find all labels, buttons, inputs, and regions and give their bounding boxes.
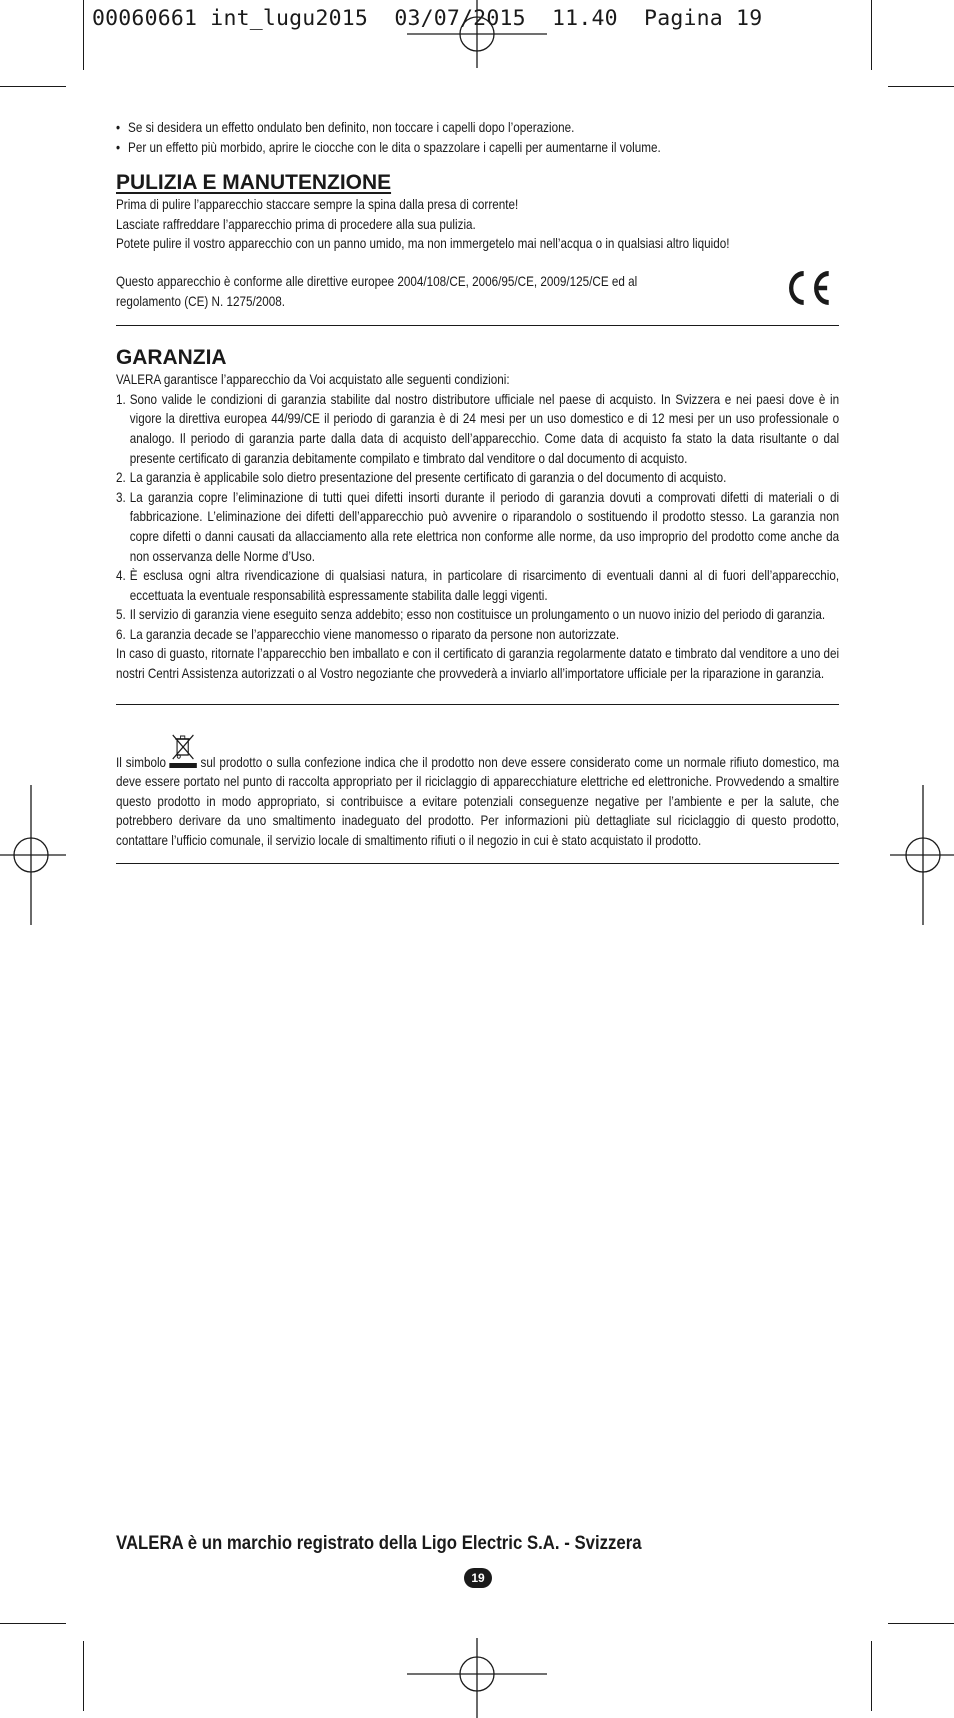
disposal-text: sul prodotto o sulla confezione indica che il prodotto non deve essere considerato come un normale rifiuto domestico, ma deve essere portato nel punto di raccolta appropriato per il riciclaggio di apparecchiature elettriche ed elettroniche. Provvedendo a smaltire questo prodotto in modo appropriato, si contribuisce a evitare potenziali conseguenze negative per l’ambiente e per la salute, che potrebbero derivare da uno smaltimento inadeguato del prodotto. Per informazioni più dettagliate sul riciclaggio di questo prodotto, contattare l’ufficio comunale, il servizio locale di smaltimento rifiuti o il negozio in cui è stato acquistato il prodotto. — [116, 754, 840, 849]
crossed-out-wheelie-bin-icon — [168, 733, 199, 769]
crop-mark-bottom-right-vertical — [871, 1641, 872, 1711]
compliance-text: Questo apparecchio è conforme alle direttive europee 2004/108/CE, 2006/95/CE, 2009/125/CE ed al regolamento (CE) N. 1275/2008. — [116, 273, 638, 309]
warranty-condition: 5. Il servizio di garanzia viene eseguito senza addebito; esso non costituisce un prolungamento o un nuovo inizio del periodo di garanzia. — [116, 607, 826, 623]
warranty-condition: 2. La garanzia è applicabile solo dietro presentazione del presente certificato di garanzia o del documento di acquisto. — [116, 470, 727, 486]
registration-mark-right — [888, 785, 954, 925]
crop-mark-bottom-left-vertical — [83, 1641, 84, 1711]
cleaning-line-cool: Lasciate raffreddare l’apparecchio prima di procedere alla sua pulizia. — [116, 216, 476, 232]
cleaning-line-unplug: Prima di pulire l’apparecchio staccare sempre la spina dalla presa di corrente! — [116, 197, 519, 213]
warranty-outro: In caso di guasto, ritornate l’apparecchio ben imballato e con il certificato di garanzia regolarmente datato e timbrato dal venditore a uno dei nostri Centri Assistenza autorizzati o al Vostro negoziante che provvederà a inviarlo all’importatore ufficiale per la riparazione in garanzia. — [116, 646, 840, 682]
crop-mark-top-left-horizontal — [0, 86, 66, 87]
warranty-condition: 1. Sono valide le condizioni di garanzia stabilite dal nostro distributore ufficiale nel paese di acquisto. In Svizzera e nei paesi dove è in vigore la direttiva europea 44/99/CE il periodo di garanzia è di 24 mesi per un uso domestico e di 12 mesi per un uso professionale o analogo. Il periodo di garanzia parte dalla data di acquisto dell’apparecchio. Come data di acquisto fa stato la data risultante o dal presente certificato di garanzia debitamente compilato e timbrato dal venditore o dal documento di acquisto. — [116, 391, 840, 466]
brand-trademark-line: VALERA è un marchio registrato della Ligo Electric S.A. - Svizzera — [116, 1532, 642, 1554]
cleaning-line-damp-cloth: Potete pulire il vostro apparecchio con un panno umido, ma non immergetelo mai nell’acqua o in qualsiasi altro liquido! — [116, 236, 730, 252]
warranty-condition: 4. È esclusa ogni altra rivendicazione di qualsiasi natura, in particolare di risarcimento di eventuali danni al di fuori dell’apparecchio, eccettuata la eventuale responsabilità espressamente stabilita dalle leggi vigenti. — [116, 568, 840, 603]
warranty-intro: VALERA garantisce l’apparecchio da Voi acquistato alle seguenti condizioni: — [116, 372, 510, 388]
crop-mark-top-right-vertical — [871, 0, 872, 70]
registration-mark-left — [0, 785, 70, 925]
disposal-prefix: Il simbolo — [116, 754, 167, 770]
registration-mark-top — [407, 0, 547, 70]
page-content — [116, 118, 839, 864]
crop-mark-bottom-left-horizontal — [0, 1623, 66, 1624]
compliance-row — [116, 272, 839, 311]
crop-mark-top-left-vertical — [83, 0, 84, 70]
page-number-badge: 19 — [464, 1568, 492, 1588]
ce-mark-icon — [782, 268, 835, 308]
section-divider — [116, 325, 839, 326]
warranty-conditions-list — [116, 390, 839, 645]
warranty-heading: GARANZIA — [116, 346, 227, 370]
warranty-condition: 6. La garanzia decade se l’apparecchio viene manomesso o riparato da persone non autorizzate. — [116, 626, 620, 642]
tip-soft-effect: • Per un effetto più morbido, aprire le ciocche con le dita o spazzolare i capelli per aumentarne il volume. — [116, 138, 839, 158]
disposal-bottom-divider — [116, 863, 839, 864]
warranty-condition: 3. La garanzia copre l’eliminazione di tutti quei difetti insorti durante il periodo di garanzia dovuti a comprovati difetti di materiali o di fabbricazione. L’eliminazione dei difetti dell’apparecchio può avvenire o riparandolo o sostituendo il prodotto stesso. La garanzia non copre difetti o danni causati da allacciamento alla rete elettrica non conforme alle norme, da uso improprio del prodotto come anche da non osservanza delle Norme d’Uso. — [116, 489, 840, 564]
cleaning-heading: PULIZIA E MANUTENZIONE — [116, 171, 392, 195]
tip-wave-effect: • Se si desidera un effetto ondulato ben definito, non toccare i capelli dopo l’operazione. — [116, 118, 839, 138]
disposal-notice — [116, 733, 839, 851]
registration-mark-bottom — [407, 1638, 547, 1718]
crop-mark-top-right-horizontal — [888, 86, 954, 87]
disposal-top-divider — [116, 704, 839, 705]
print-slug-line: 00060661 int_lugu2015 03/07/2015 11.40 Pagina 19 — [92, 6, 763, 31]
crop-mark-bottom-right-horizontal — [888, 1623, 954, 1624]
